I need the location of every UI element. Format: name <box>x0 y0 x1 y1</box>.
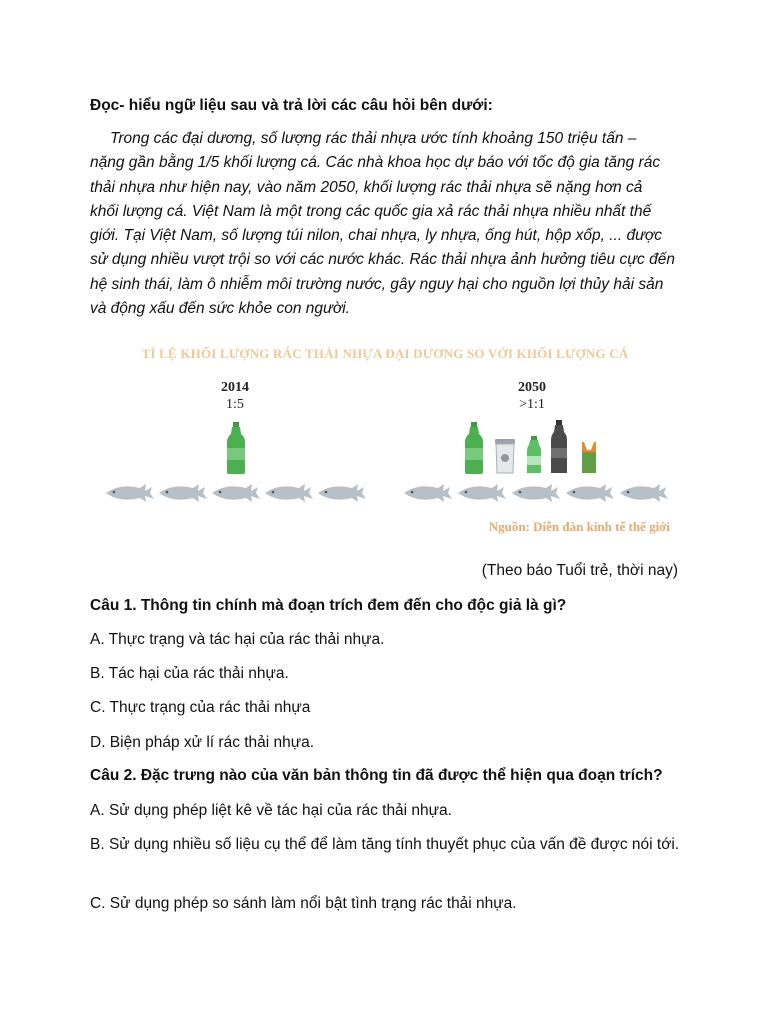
fish-row-2014 <box>102 481 366 505</box>
question-1-option-d: D. Biện pháp xử lí rác thải nhựa. <box>90 734 315 751</box>
source-attribution: (Theo báo Tuổi trẻ, thời nay) <box>481 562 678 579</box>
question-1-option-a: A. Thực trạng và tác hại của rác thải nhựa. <box>90 631 385 648</box>
question-2-option-c: C. Sử dụng phép so sánh làm nổi bật tình trạng rác thải nhựa. <box>90 895 517 912</box>
fish-icon <box>458 484 506 502</box>
reading-passage: Trong các đại dương, số lượng rác thải nhựa ước tính khoảng 150 triệu tấn – nặng gần bằng 1/5 khối lượng cá. Các nhà khoa học dự báo với tốc độ gia tăng rác thải nhựa như hiện nay, vào năm 2050, khối lượng rác thải nhựa sẽ nặng hơn cả khối lượng cá. Việt Nam là một trong các quốc gia xả rác thải nhựa nhiều nhất thế giới. Tại Việt Nam, số lượng túi nilon, chai nhựa, ly nhựa, ống hút, hộp xốp, ... được sử dụng nhiều vượt trội so với các nước khác. Rác thải nhựa ảnh hưởng tiêu cực đến hệ sinh thái, làm ô nhiễm môi trường nước, gây nguy hại cho nguồn lợi thủy hải sản và động xấu đến sức khỏe con người. <box>90 130 675 318</box>
question-2: Câu 2. Đặc trưng nào của văn bản thông tin đã được thể hiện qua đoạn trích? <box>90 767 663 784</box>
fish-icon <box>159 484 207 502</box>
fish-icon <box>212 484 260 502</box>
fish-row-2050 <box>400 481 672 505</box>
small-bottle-icon <box>526 436 542 474</box>
fish-icon <box>106 484 154 502</box>
infographic-source: Nguồn: Diễn đàn kinh tế thế giới <box>488 519 670 534</box>
plastic-vs-fish-infographic <box>90 338 680 543</box>
green-bottle-icon <box>226 422 246 474</box>
fish-icon <box>512 484 560 502</box>
ratio-2050-label: >1:1 <box>519 397 545 412</box>
question-1: Câu 1. Thông tin chính mà đoạn trích đem đến cho độc giả là gì? <box>90 597 567 614</box>
fish-icon <box>404 484 452 502</box>
dark-bottle-icon <box>550 420 568 474</box>
question-2-option-b: B. Sử dụng nhiều số liệu cụ thể để làm tăng tính thuyết phục của vấn đề được nói tới. <box>90 836 680 853</box>
infographic-title: TỈ LỆ KHỐI LƯỢNG RÁC THẢI NHỰA ĐẠI DƯƠNG SO VỚI KHỐI LƯỢNG CÁ <box>141 346 629 361</box>
question-2-option-a: A. Sử dụng phép liệt kê về tác hại của rác thải nhựa. <box>90 802 452 819</box>
fish-icon <box>265 484 313 502</box>
green-bottle-icon <box>464 422 484 474</box>
ratio-2014-label: 1:5 <box>226 397 244 412</box>
plastic-bag-icon <box>580 442 598 474</box>
year-2050-label: 2050 <box>518 380 546 395</box>
question-1-option-c: C. Thực trạng của rác thải nhựa <box>90 699 311 716</box>
question-1-option-b: B. Tác hại của rác thải nhựa. <box>90 665 289 682</box>
fish-icon <box>566 484 614 502</box>
reading-instruction-heading: Đọc- hiểu ngữ liệu sau và trả lời các câu hỏi bên dưới: <box>90 97 493 114</box>
year-2014-label: 2014 <box>221 380 249 395</box>
fish-icon <box>318 484 366 502</box>
plastic-cup-icon <box>494 439 516 474</box>
fish-icon <box>620 484 668 502</box>
